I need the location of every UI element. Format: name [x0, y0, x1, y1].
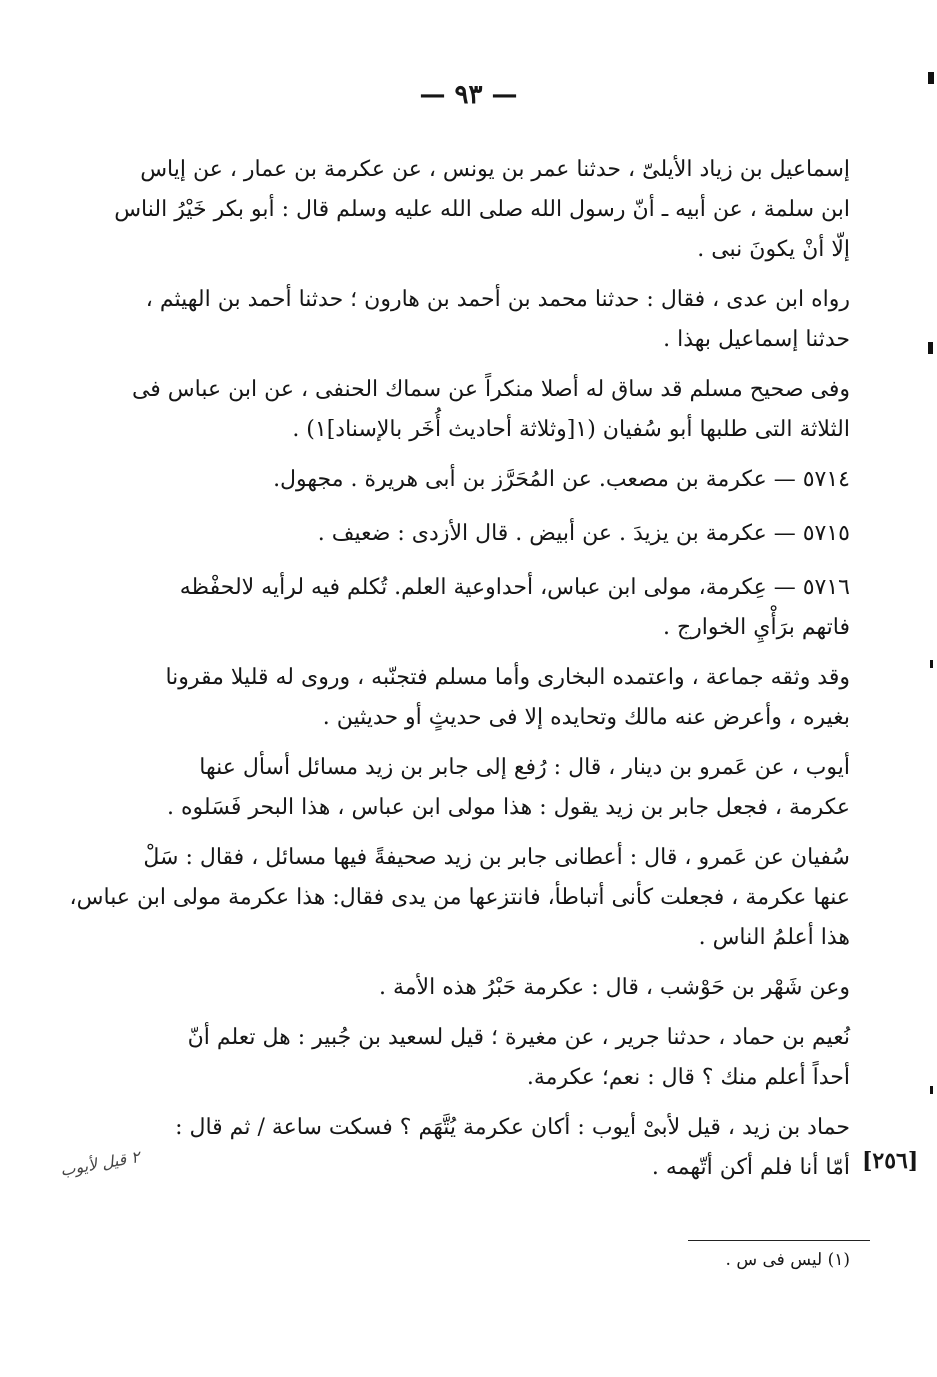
scan-edge-mark: [930, 1086, 933, 1094]
text-line: إلّا أنْ يكونَ نبى .: [697, 237, 850, 262]
handwritten-margin-note: ٢ قيل لأيوب: [58, 1147, 142, 1180]
text-line: الثلاثة التى طلبها أبو سُفيان (١[وثلاثة أحاديث أُخَر بالإسناد]١) .: [292, 417, 850, 442]
page-number: — ٩٣ —: [419, 80, 518, 110]
text-line: أمّا أنا فلم أكن أتّهمه .: [651, 1155, 850, 1180]
text-line: حدثنا إسماعيل بهذا .: [663, 327, 850, 352]
entry-5716: [170, 568, 850, 648]
paragraph: [165, 658, 850, 738]
text-line: أيوب ، عن عَمرو بن دينار ، قال : رُفع إلى جابر بن زيد مسائل أسأل عنها: [199, 755, 850, 780]
text-line: ٥٧١٤ — عكرمة بن مصعب. عن المُحَرَّز بن أبى هريرة . مجهول.: [273, 467, 850, 492]
text-line: ابن سلمة ، عن أبيه ـ أنّ رسول الله صلى الله عليه وسلم قال : أبو بكر خَيْرُ الناس: [114, 197, 850, 222]
text-line: نُعيم بن حماد ، حدثنا جرير ، عن مغيرة ؛ قيل لسعيد بن جُبير : هل تعلم أنّ: [187, 1025, 850, 1050]
paragraph: [145, 280, 850, 360]
text-line: هذا أعلمُ الناس .: [698, 925, 850, 950]
paragraph: [114, 150, 850, 270]
side-page-reference: [٢٥٦]: [862, 1148, 919, 1174]
text-line: حماد بن زيد ، قيل لأبىْ أيوب : أكان عكرمة يُتَّهَم ؟ فسكت ساعة / ثم قال :: [175, 1115, 850, 1140]
footnote-divider: [688, 1240, 870, 1241]
text-line: وفى صحيح مسلم قد ساق له أصلا منكراً عن سماك الحنفى ، عن ابن عباس فى: [131, 377, 850, 402]
entry-5714: [170, 460, 850, 500]
text-line: ٥٧١٦ — عِكرمة، مولى ابن عباس، أحداوعية العلم. تُكلم فيه لرأيه لالحفْظه: [179, 575, 850, 600]
text-line: ٥٧١٥ — عكرمة بن يزيدَ . عن أبيض . قال الأزدى : ضعيف .: [317, 521, 850, 546]
text-line: عنها عكرمة ، فجعلت كأنى أتباطأ، فانتزعها من يدى فقال: هذا عكرمة مولى ابن عباس،: [69, 885, 850, 910]
scan-edge-mark: [930, 660, 933, 668]
scan-edge-mark: [928, 342, 933, 354]
paragraph: [131, 370, 850, 450]
text-line: وقد وثقه جماعة ، واعتمده البخارى وأما مسلم فتجنّبه ، وروى له قليلا مقرونا: [165, 665, 850, 690]
paragraph: [170, 968, 850, 1008]
text-line: رواه ابن عدى ، فقال : حدثنا محمد بن أحمد بن هارون ؛ حدثنا أحمد بن الهيثم ،: [145, 287, 850, 312]
text-line: وعن شَهْر بن حَوْشب ، قال : عكرمة حَبْرُ هذه الأمة .: [378, 975, 850, 1000]
text-line: سُفيان عن عَمرو ، قال : أعطانى جابر بن زيد صحيفةً فيها مسائل ، فقال : سَلْ: [143, 845, 850, 870]
text-line: عكرمة ، فجعل جابر بن زيد يقول : هذا مولى ابن عباس ، هذا البحر فَسَلوه .: [167, 795, 850, 820]
text-line: إسماعيل بن زياد الأيلىّ ، حدثنا عمر بن يونس ، عن عكرمة بن عمار ، عن إياس: [140, 157, 850, 182]
entry-5715: [170, 514, 850, 554]
text-line: أحداً أعلم منك ؟ قال : نعم؛ عكرمة.: [526, 1065, 850, 1090]
text-line: بغيره ، وأعرض عنه مالك وتحايده إلا فى حديثٍ أو حديثين .: [322, 705, 850, 730]
paragraph: [170, 1108, 850, 1188]
footnote: (١) ليس فى س .: [725, 1250, 850, 1270]
scan-edge-mark: [928, 72, 934, 84]
paragraph: [170, 1018, 850, 1098]
paragraph: [167, 748, 850, 828]
paragraph: [69, 838, 850, 958]
text-line: فاتهم برَأْيِ الخوارج .: [662, 615, 850, 640]
